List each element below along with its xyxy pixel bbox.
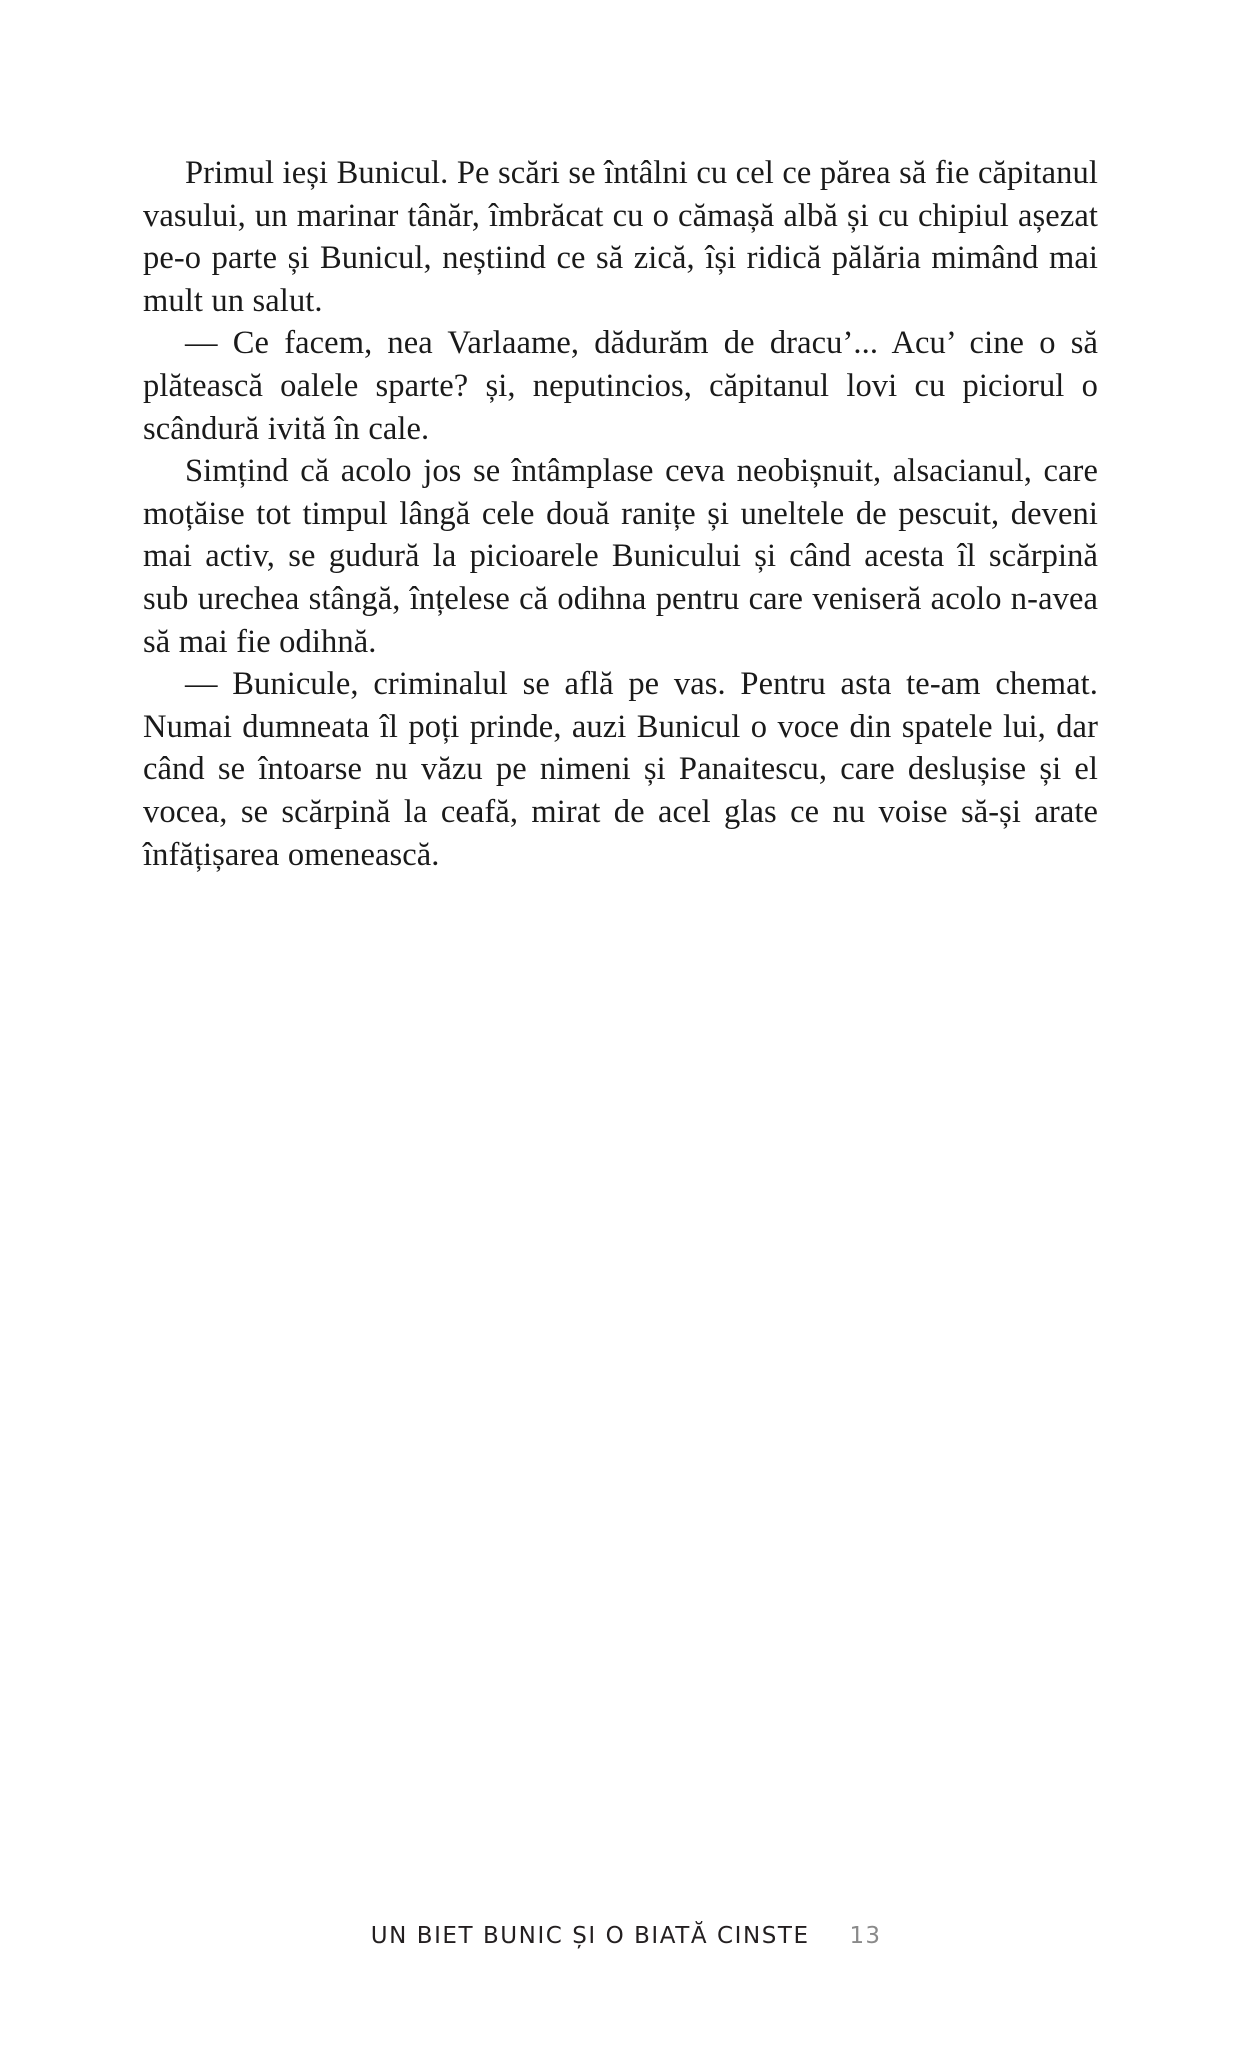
paragraph-narration: Simțind că acolo jos se întâmplase ceva neobișnuit, alsacianul, care moțăise tot timpul lângă cele două ranițe și uneltele de pescuit, deveni mai activ, se gudură la picioarele Bunicului și când acesta îl scărpină sub urechea stângă, înțelese că odihna pentru care veniseră acolo n-avea să mai fie odihnă. bbox=[143, 453, 1098, 660]
page-footer bbox=[0, 1923, 1252, 1963]
page-number: 13 bbox=[849, 1923, 882, 1949]
paragraph-opening: Primul ieși Bunicul. Pe scări se întâlni cu cel ce părea să fie căpitanul vasului, un marinar tânăr, îmbrăcat cu o cămașă albă și cu chipiul așezat pe-o parte și Bunicul, neștiind ce să zică, își ridică pălăria mimând mai mult un salut. bbox=[143, 155, 1098, 319]
paragraph-dialogue-first: — Ce facem, nea Varlaame, dădurăm de dracu’... Acu’ cine o să plătească oalele sparte? și, neputincios, căpitanul lovi cu piciorul o scândură ivită în cale. bbox=[143, 325, 1098, 447]
running-head: UN BIET BUNIC ȘI O BIATĂ CINSTE bbox=[370, 1923, 810, 1949]
paragraph-dialogue-second: — Bunicule, criminalul se află pe vas. Pentru asta te-am chemat. Numai dumneata îl poți prinde, auzi Bunicul o voce din spatele lui, dar când se întoarse nu văzu pe nimeni și Panaitescu, care deslușise și el vocea, se scărpină la ceafă, mirat de acel glas ce nu voise să-și arate înfățișarea omenească. bbox=[143, 666, 1098, 873]
page-text-block bbox=[143, 152, 1098, 876]
